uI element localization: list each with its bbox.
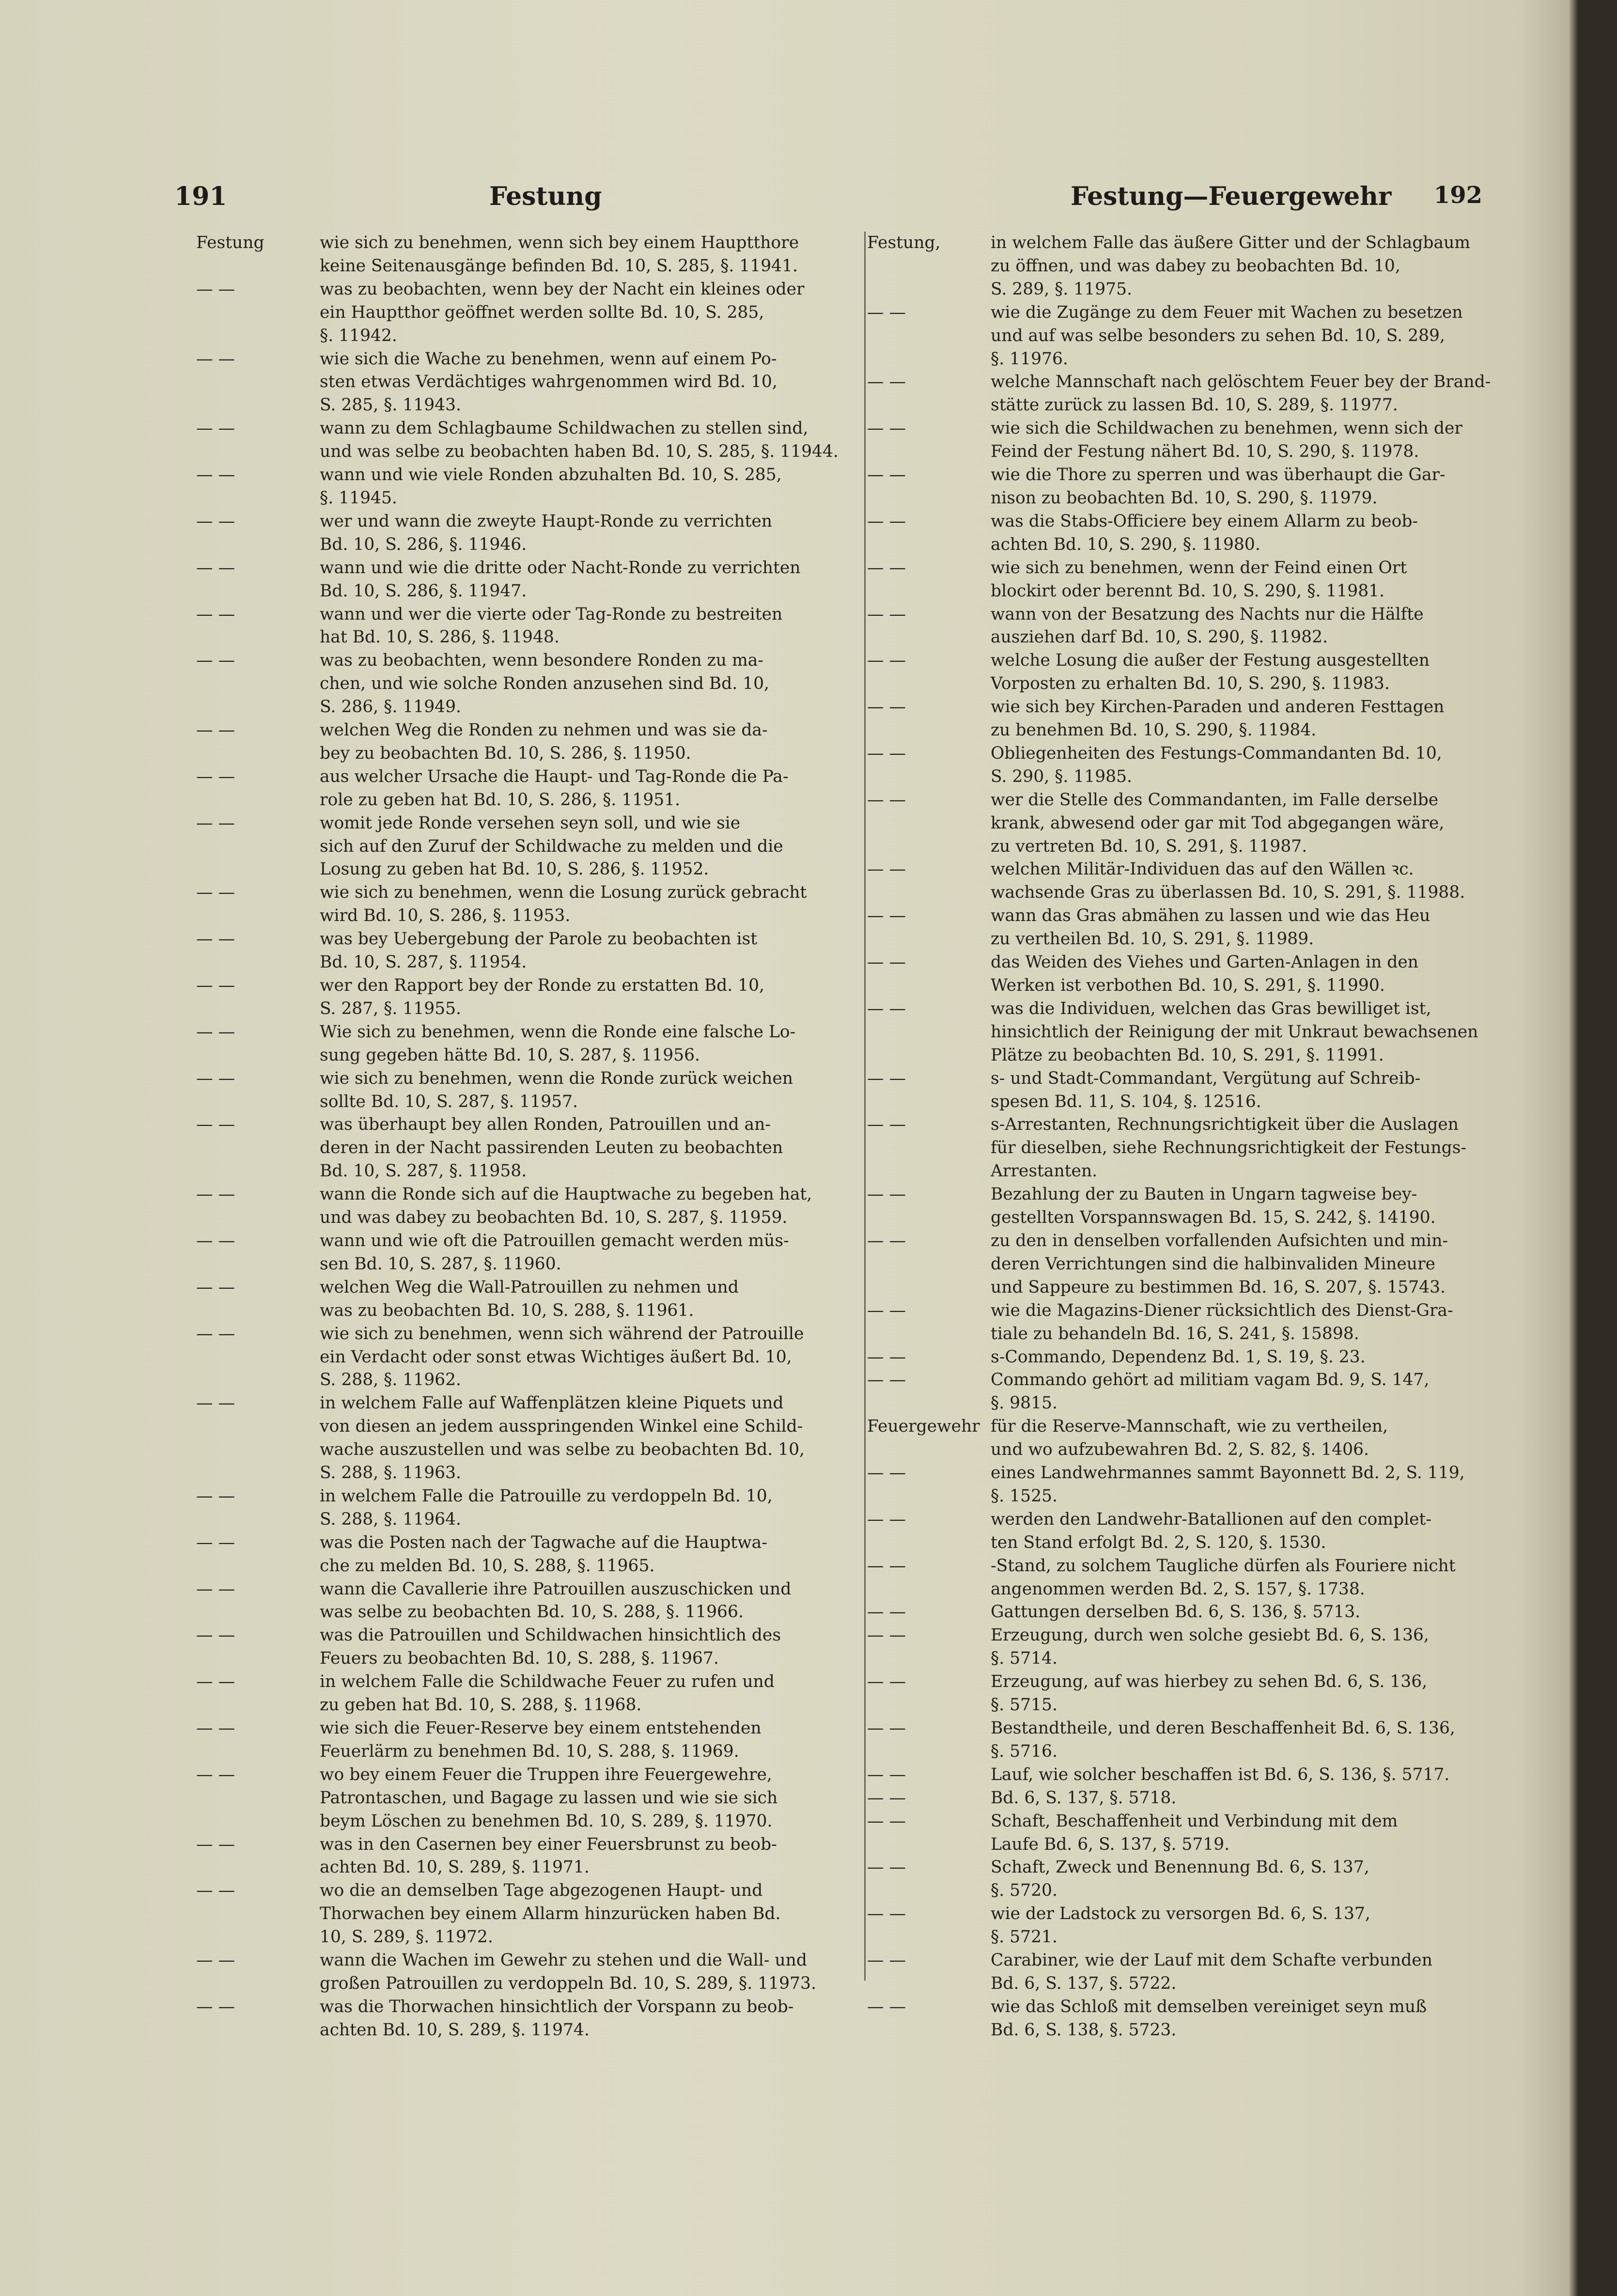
entry-text: was in den Casernen bey einer Feuersbrunst zu beob- achten Bd. 10, S. 289, §. 11971. [320, 1834, 777, 1877]
page-header [174, 182, 1482, 220]
entry-keyword: — — [196, 1532, 235, 1552]
index-entry [867, 1671, 1536, 1717]
index-entry [867, 1996, 1536, 2042]
entry-text: wie sich die Wache zu benehmen, wenn auf einem Po- sten etwas Verdächtiges wahrgenommen wird Bd. 10, S. 285, §. 11943. [320, 349, 777, 415]
index-column-left [196, 232, 865, 2042]
entry-keyword: — — [196, 279, 235, 299]
entry-text: wie der Ladstock zu versorgen Bd. 6, S. 137, §. 5721. [991, 1904, 1370, 1947]
entry-text: wer die Stelle des Commandanten, im Falle derselbe krank, abwesend oder gar mit Tod abgegangen wäre, zu vertreten Bd. 10, S. 291, §. 11987. [991, 790, 1445, 856]
entry-keyword: — — [196, 1625, 235, 1645]
entry-text: wann die Ronde sich auf die Hauptwache zu begeben hat, und was dabey zu beobachten Bd. 10, S. 287, §. 11959. [320, 1185, 812, 1228]
entry-text: s-Commando, Dependenz Bd. 1, S. 19, §. 23. [991, 1347, 1366, 1367]
entry-keyword: — — [867, 419, 906, 438]
entry-text: Bd. 6, S. 137, §. 5718. [991, 1788, 1177, 1808]
entry-keyword: — — [867, 1463, 906, 1483]
index-entry [867, 232, 1536, 301]
index-entry [867, 742, 1536, 789]
running-title-left: Festung [489, 182, 602, 211]
index-entry [196, 464, 865, 510]
entry-keyword: — — [196, 1185, 235, 1204]
index-entry [196, 719, 865, 765]
entry-keyword: — — [196, 1393, 235, 1413]
entry-keyword: — — [867, 1625, 906, 1645]
index-entry [196, 603, 865, 650]
entry-text: s- und Stadt-Commandant, Vergütung auf Schreib- spesen Bd. 11, S. 104, §. 12516. [991, 1068, 1421, 1111]
entry-text: welchen Militär-Individuen das auf den Wällen ꝛc. wachsende Gras zu überlassen Bd. 10, S. 291, §. 11988. [991, 859, 1465, 903]
index-entry [196, 1717, 865, 1764]
entry-keyword: — — [196, 349, 235, 369]
entry-keyword: — — [196, 1718, 235, 1738]
entry-keyword: — — [196, 1672, 235, 1692]
index-entry [867, 1624, 1536, 1671]
entry-keyword: Feuergewehr [867, 1417, 980, 1437]
index-entry [196, 1624, 865, 1671]
entry-keyword: — — [867, 1185, 906, 1204]
page-number-right: 192 [1433, 182, 1482, 209]
index-entry [196, 1578, 865, 1624]
entry-text: wann von der Besatzung des Nachts nur die Hälfte ausziehen darf Bd. 10, S. 290, §. 11982. [991, 604, 1424, 647]
entry-text: für die Reserve-Mannschaft, wie zu vertheilen, und wo aufzubewahren Bd. 2, S. 82, §. 1406. [991, 1417, 1388, 1460]
entry-text: wo bey einem Feuer die Truppen ihre Feuergewehre, Patrontaschen, und Bagage zu lassen und wie sie sich beym Löschen zu benehmen Bd. 10, S. 289, §. 11970. [320, 1765, 778, 1831]
index-entry [867, 696, 1536, 742]
index-entry [196, 278, 865, 348]
entry-text: was überhaupt bey allen Ronden, Patrouillen und an- deren in der Nacht passirenden Leuten zu beobachten Bd. 10, S. 287, §. 11958. [320, 1115, 783, 1181]
entry-keyword: — — [867, 1788, 906, 1808]
index-entry [867, 905, 1536, 951]
entry-text: wann das Gras abmähen zu lassen und wie das Heu zu vertheilen Bd. 10, S. 291, §. 11989. [991, 906, 1430, 949]
index-entry [196, 1879, 865, 1949]
entry-text: was die Patrouillen und Schildwachen hinsichtlich des Feuers zu beobachten Bd. 10, S. 288, §. 11967. [320, 1625, 781, 1669]
index-entry [867, 1369, 1536, 1415]
entry-keyword: — — [867, 558, 906, 578]
entry-text: Schaft, Zweck und Benennung Bd. 6, S. 137, §. 5720. [991, 1858, 1369, 1901]
entry-text: Carabiner, wie der Lauf mit dem Schafte verbunden Bd. 6, S. 137, §. 5722. [991, 1951, 1432, 1993]
entry-keyword: — — [196, 1834, 235, 1854]
entry-keyword: — — [867, 465, 906, 485]
entry-text: in welchem Falle die Patrouille zu verdoppeln Bd. 10, S. 288, §. 11964. [320, 1486, 773, 1529]
entry-keyword: — — [867, 1231, 906, 1250]
entry-text: das Weiden des Viehes und Garten-Anlagen in den Werken ist verbothen Bd. 10, S. 291, §. 11990. [991, 953, 1418, 995]
index-entry [867, 1508, 1536, 1555]
entry-text: wie sich zu benehmen, wenn sich bey einem Hauptthore keine Seitenausgänge befinden Bd. 10, S. 285, §. 11941. [320, 233, 799, 276]
entry-text: zu den in denselben vorfallenden Aufsichten und min- deren Verrichtungen sind die halbinvaliden Mineure und Sappeure zu bestimmen Bd. 16, S. 207, §. 15743. [991, 1231, 1448, 1297]
index-entry [867, 1067, 1536, 1114]
entry-keyword: — — [867, 1602, 906, 1622]
index-entry [196, 881, 865, 928]
index-entry [196, 765, 865, 812]
entry-keyword: — — [196, 1115, 235, 1135]
index-entry [867, 1415, 1536, 1462]
entry-keyword: — — [867, 1068, 906, 1088]
index-entry [867, 301, 1536, 371]
entry-keyword: — — [867, 1509, 906, 1529]
entry-text: wie die Zugänge zu dem Feuer mit Wachen zu besetzen und auf was selbe besonders zu sehen Bd. 10, S. 289, §. 11976. [991, 302, 1463, 369]
entry-keyword: — — [196, 929, 235, 949]
entry-keyword: — — [867, 651, 906, 671]
entry-keyword: Festung [196, 233, 264, 252]
index-entry [196, 974, 865, 1021]
entry-text: Erzeugung, durch wen solche gesiebt Bd. 6, S. 136, §. 5714. [991, 1625, 1429, 1669]
entry-keyword: — — [867, 1718, 906, 1738]
entry-keyword: — — [867, 1858, 906, 1877]
entry-text: wie die Thore zu sperren und was überhaupt die Gar- nison zu beobachten Bd. 10, S. 290, §. 11979. [991, 465, 1446, 508]
entry-keyword: — — [196, 1277, 235, 1297]
entry-keyword: — — [196, 651, 235, 671]
entry-text: wann zu dem Schlagbaume Schildwachen zu stellen sind, und was selbe zu beobachten haben Bd. 10, S. 285, §. 11944. [320, 419, 839, 462]
entry-keyword: — — [867, 511, 906, 531]
index-entry [196, 1531, 865, 1578]
entry-keyword: — — [867, 1556, 906, 1576]
entry-keyword: — — [196, 883, 235, 903]
entry-text: was die Stabs-Officiere bey einem Allarm zu beob- achten Bd. 10, S. 290, §. 11980. [991, 511, 1418, 554]
index-entry [867, 951, 1536, 998]
index-entry [867, 1346, 1536, 1369]
index-entry [867, 1764, 1536, 1787]
entry-keyword: — — [196, 1579, 235, 1599]
entry-text: was die Individuen, welchen das Gras bewilliget ist, hinsichtlich der Reinigung der mit Unkraut bewachsenen Plätze zu beobachten Bd. 10, S. 291, §. 11991. [991, 999, 1478, 1065]
entry-text: wer und wann die zweyte Haupt-Ronde zu verrichten Bd. 10, S. 286, §. 11946. [320, 511, 773, 554]
index-entry [196, 1021, 865, 1067]
entry-text: wer den Rapport bey der Ronde zu erstatten Bd. 10, S. 287, §. 11955. [320, 976, 765, 1018]
entry-keyword: — — [196, 1324, 235, 1343]
entry-keyword: — — [867, 372, 906, 392]
index-entry [196, 812, 865, 882]
index-entry [867, 858, 1536, 905]
entry-text: Bezahlung der zu Bauten in Ungarn tagweise bey- gestellten Vorspannswagen Bd. 15, S. 242, §. 14190. [991, 1185, 1436, 1228]
index-entry [867, 1787, 1536, 1810]
index-entry [867, 1717, 1536, 1764]
index-entry [867, 371, 1536, 417]
index-entry [196, 1671, 865, 1717]
entry-text: wie sich die Feuer-Reserve bey einem entstehenden Feuerlärm zu benehmen Bd. 10, S. 288, §. 11969. [320, 1718, 762, 1761]
entry-text: wie die Magazins-Diener rücksichtlich des Dienst-Gra- tiale zu behandeln Bd. 16, S. 241, §. 15898. [991, 1300, 1453, 1343]
page-number-left: 191 [174, 182, 227, 211]
index-entry [196, 557, 865, 603]
entry-text: in welchem Falle die Schildwache Feuer zu rufen und zu geben hat Bd. 10, S. 288, §. 11968. [320, 1672, 775, 1715]
index-entry [867, 1601, 1536, 1624]
entry-text: Lauf, wie solcher beschaffen ist Bd. 6, S. 136, §. 5717. [991, 1765, 1450, 1784]
index-entry [196, 1067, 865, 1114]
entry-text: in welchem Falle auf Waffenplätzen kleine Piquets und von diesen an jedem ausspringenden Winkel eine Schild- wache auszustellen und was selbe zu beobachten Bd. 10, S. 288, §. 11963. [320, 1393, 805, 1483]
entry-text: Erzeugung, auf was hierbey zu sehen Bd. 6, S. 136, §. 5715. [991, 1672, 1428, 1715]
entry-text: was zu beobachten, wenn besondere Ronden zu ma- chen, und wie solche Ronden anzusehen sind Bd. 10, S. 286, §. 11949. [320, 651, 770, 717]
entry-text: wann die Cavallerie ihre Patrouillen auszuschicken und was selbe zu beobachten Bd. 10, S. 288, §. 11966. [320, 1579, 792, 1622]
entry-keyword: — — [196, 720, 235, 740]
index-entry [867, 464, 1536, 510]
index-entry [196, 649, 865, 719]
index-entry [196, 232, 865, 278]
entry-text: wann und wie die dritte oder Nacht-Ronde zu verrichten Bd. 10, S. 286, §. 11947. [320, 558, 801, 601]
index-entry [867, 1113, 1536, 1183]
entry-text: was bey Uebergebung der Parole zu beobachten ist Bd. 10, S. 287, §. 11954. [320, 929, 758, 972]
entry-text: wann und wie oft die Patrouillen gemacht werden müs- sen Bd. 10, S. 287, §. 11960. [320, 1231, 789, 1274]
entry-keyword: — — [867, 790, 906, 810]
index-entry [867, 1856, 1536, 1903]
entry-text: wann und wie viele Ronden abzuhalten Bd. 10, S. 285, §. 11945. [320, 465, 782, 508]
index-entry [867, 417, 1536, 464]
entry-keyword: — — [867, 1904, 906, 1924]
entry-keyword: — — [196, 976, 235, 995]
entry-text: was die Posten nach der Tagwache auf die Hauptwa- che zu melden Bd. 10, S. 288, §. 11965. [320, 1532, 767, 1576]
entry-text: wie sich bey Kirchen-Paraden und anderen Festtagen zu benehmen Bd. 10, S. 290, §. 11984. [991, 697, 1445, 740]
index-entry [196, 348, 865, 418]
entry-keyword: — — [867, 697, 906, 717]
index-entry [867, 789, 1536, 859]
entry-keyword: — — [196, 419, 235, 438]
entry-text: welche Losung die außer der Festung ausgestellten Vorposten zu erhalten Bd. 10, S. 290, §. 11983. [991, 651, 1430, 694]
index-entry [196, 1276, 865, 1323]
entry-text: eines Landwehrmannes sammt Bayonnett Bd. 2, S. 119, §. 1525. [991, 1463, 1465, 1506]
index-entry [196, 1996, 865, 2042]
index-entry [196, 417, 865, 464]
entry-keyword: — — [196, 1068, 235, 1088]
entry-keyword: — — [867, 1115, 906, 1135]
index-entry [867, 1299, 1536, 1346]
entry-keyword: — — [867, 1951, 906, 1970]
entry-text: welchen Weg die Wall-Patrouillen zu nehmen und was zu beobachten Bd. 10, S. 288, §. 11961. [320, 1277, 739, 1320]
entry-keyword: — — [196, 1486, 235, 1506]
entry-keyword: — — [867, 1347, 906, 1367]
entry-keyword: — — [867, 1672, 906, 1692]
entry-keyword: — — [867, 859, 906, 879]
entry-keyword: — — [196, 465, 235, 485]
index-entry [867, 649, 1536, 696]
entry-text: was zu beobachten, wenn bey der Nacht ein kleines oder ein Hauptthor geöffnet werden sollte Bd. 10, S. 285, §. 11942. [320, 279, 805, 345]
entry-text: Commando gehört ad militiam vagam Bd. 9, S. 147, §. 9815. [991, 1370, 1430, 1413]
entry-text: Schaft, Beschaffenheit und Verbindung mit dem Laufe Bd. 6, S. 137, §. 5719. [991, 1811, 1398, 1854]
entry-keyword: — — [867, 1300, 906, 1320]
entry-keyword: — — [196, 1765, 235, 1784]
entry-keyword: — — [867, 953, 906, 972]
entry-text: Wie sich zu benehmen, wenn die Ronde eine falsche Lo- sung gegeben hätte Bd. 10, S. 287, §. 11956. [320, 1022, 796, 1065]
index-entry [867, 1555, 1536, 1601]
index-entry [196, 1230, 865, 1276]
entry-text: in welchem Falle das äußere Gitter und der Schlagbaum zu öffnen, und was dabey zu beobachten Bd. 10, S. 289, §. 11975. [991, 233, 1471, 299]
index-entry [196, 1392, 865, 1485]
entry-keyword: — — [867, 999, 906, 1018]
index-entry [867, 1462, 1536, 1508]
index-entry [867, 603, 1536, 650]
index-column-right [867, 232, 1536, 2042]
entry-keyword: — — [196, 1951, 235, 1970]
entry-text: Gattungen derselben Bd. 6, S. 136, §. 5713. [991, 1602, 1361, 1622]
index-entry [867, 1183, 1536, 1230]
entry-keyword: — — [196, 604, 235, 624]
entry-text: wie sich zu benehmen, wenn sich während der Patrouille ein Verdacht oder sonst etwas Wichtiges äußert Bd. 10, S. 288, §. 11962. [320, 1324, 804, 1390]
entry-text: Bestandtheile, und deren Beschaffenheit Bd. 6, S. 136, §. 5716. [991, 1718, 1455, 1761]
entry-text: welche Mannschaft nach gelöschtem Feuer bey der Brand- stätte zurück zu lassen Bd. 10, S. 289, §. 11977. [991, 372, 1491, 415]
entry-keyword: — — [196, 1881, 235, 1901]
index-entry [196, 1764, 865, 1833]
entry-keyword: — — [867, 1811, 906, 1831]
entry-text: wie sich die Schildwachen zu benehmen, wenn sich der Feind der Festung nähert Bd. 10, S. 290, §. 11978. [991, 419, 1462, 462]
entry-text: welchen Weg die Ronden zu nehmen und was sie da- bey zu beobachten Bd. 10, S. 286, §. 11950. [320, 720, 768, 763]
entry-keyword: Festung, [867, 233, 941, 252]
entry-text: wann die Wachen im Gewehr zu stehen und die Wall- und großen Patrouillen zu verdoppeln Bd. 10, S. 289, §. 11973. [320, 1951, 816, 1993]
index-entry [867, 1949, 1536, 1996]
index-entry [196, 1323, 865, 1392]
entry-text: aus welcher Ursache die Haupt- und Tag-Ronde die Pa- role zu geben hat Bd. 10, S. 286, §. 11951. [320, 766, 789, 810]
entry-keyword: — — [867, 302, 906, 322]
index-entry [867, 1810, 1536, 1857]
entry-keyword: — — [196, 558, 235, 578]
entry-text: werden den Landwehr-Batallionen auf den complet- ten Stand erfolgt Bd. 2, S. 120, §. 1530. [991, 1509, 1432, 1552]
entry-text: wie sich zu benehmen, wenn die Losung zurück gebracht wird Bd. 10, S. 286, §. 11953. [320, 883, 807, 926]
index-entry [196, 1183, 865, 1230]
entry-keyword: — — [196, 1022, 235, 1042]
entry-keyword: — — [196, 766, 235, 786]
index-entry [867, 998, 1536, 1067]
entry-text: wann und wer die vierte oder Tag-Ronde zu bestreiten hat Bd. 10, S. 286, §. 11948. [320, 604, 783, 647]
entry-text: Obliegenheiten des Festungs-Commandanten Bd. 10, S. 290, §. 11985. [991, 743, 1442, 786]
entry-keyword: — — [867, 1997, 906, 2016]
index-entry [867, 510, 1536, 557]
index-entry [867, 557, 1536, 603]
entry-keyword: — — [196, 813, 235, 833]
entry-text: wie das Schloß mit demselben vereiniget seyn muß Bd. 6, S. 138, §. 5723. [991, 1997, 1427, 2040]
entry-text: wo die an demselben Tage abgezogenen Haupt- und Thorwachen bey einem Allarm hinzurücken haben Bd. 10, S. 289, §. 11972. [320, 1881, 781, 1947]
index-entry [196, 510, 865, 557]
entry-text: womit jede Ronde versehen seyn soll, und wie sie sich auf den Zuruf der Schildwache zu melden und die Losung zu geben hat Bd. 10, S. 286, §. 11952. [320, 813, 783, 879]
entry-keyword: — — [867, 743, 906, 763]
entry-text: -Stand, zu solchem Taugliche dürfen als Fouriere nicht angenommen werden Bd. 2, S. 157, §. 1738. [991, 1556, 1456, 1599]
entry-keyword: — — [867, 1370, 906, 1390]
entry-keyword: — — [196, 1997, 235, 2016]
entry-keyword: — — [196, 1231, 235, 1250]
entry-text: s-Arrestanten, Rechnungsrichtigkeit über die Auslagen für dieselben, siehe Rechnungsrichtigkeit der Festungs- Arrestanten. [991, 1115, 1467, 1181]
entry-keyword: — — [196, 511, 235, 531]
index-entry [196, 928, 865, 974]
entry-text: wie sich zu benehmen, wenn der Feind einen Ort blockirt oder berennt Bd. 10, S. 290, §. 11981. [991, 558, 1407, 601]
index-entry [196, 1949, 865, 1996]
running-title-right: Festung—Feuergewehr [1071, 182, 1392, 211]
entry-keyword: — — [867, 604, 906, 624]
entry-text: wie sich zu benehmen, wenn die Ronde zurück weichen sollte Bd. 10, S. 287, §. 11957. [320, 1068, 793, 1111]
entry-text: was die Thorwachen hinsichtlich der Vorspann zu beob- achten Bd. 10, S. 289, §. 11974. [320, 1997, 794, 2040]
index-entry [196, 1485, 865, 1531]
entry-keyword: — — [867, 906, 906, 926]
index-entry [867, 1903, 1536, 1949]
entry-keyword: — — [867, 1765, 906, 1784]
index-entry [196, 1113, 865, 1183]
index-entry [196, 1833, 865, 1880]
index-entry [867, 1230, 1536, 1299]
